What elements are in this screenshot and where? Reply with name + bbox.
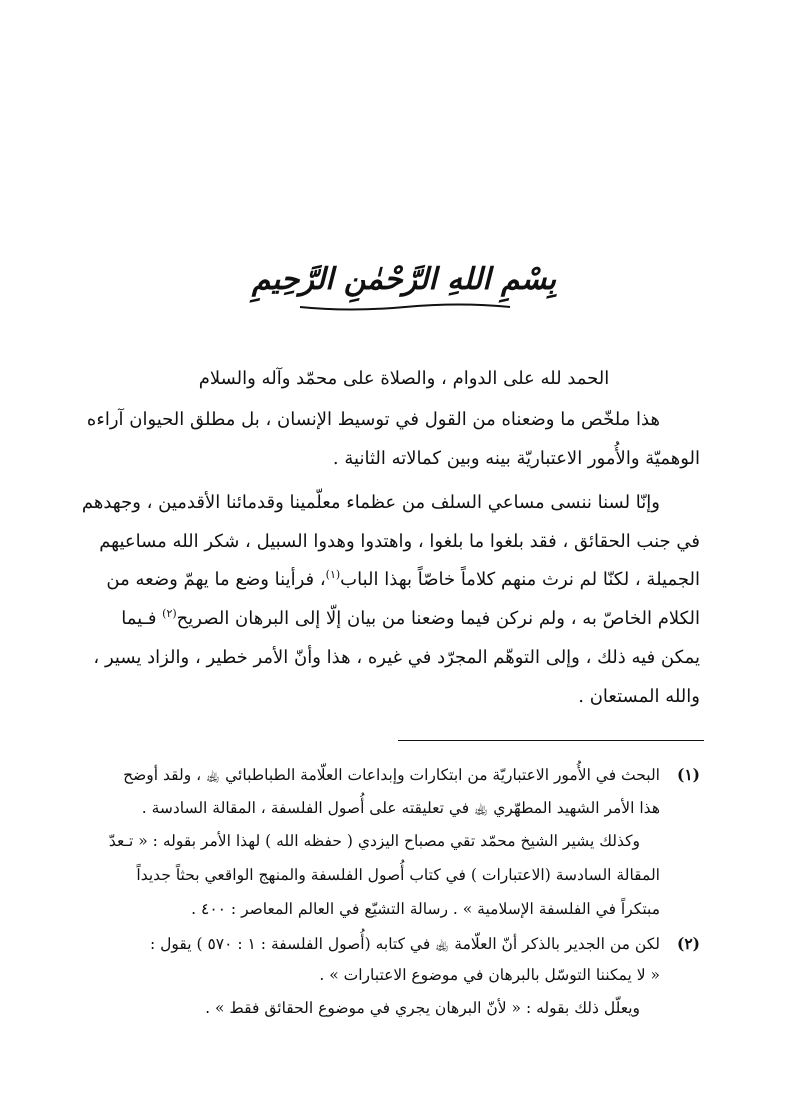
opening-line: الحمد لله على الدوام ، والصلاة على محمّد وآله والسلام	[198, 368, 610, 389]
footnote-2-line-2: « لا يمكننا التوسّل بالبرهان في موضوع الاعتبارات » .	[319, 966, 660, 984]
paragraph-2-line-3-text: الجميلة ، لكنّا لم نرث منهم كلاماً خاصّاً بهذا الباب	[340, 569, 700, 590]
paragraph-1-line-1: هذا ملخّص ما وضعناه من القول في توسيط الإنسان ، بل مطلق الحيوان آراءه	[86, 409, 660, 430]
paragraph-2-line-6: والله المستعان .	[578, 686, 700, 707]
paragraph-2-line-5: يمكن فيه ذلك ، وإلى التوهّم المجرّد في غيره ، هذا وأنّ الأمر خطير ، والزاد يسير ،	[93, 647, 700, 668]
footnote-separator	[398, 740, 704, 741]
footnote-number-2: (٢)	[676, 934, 700, 953]
footnote-2-line-3: ويعلّل ذلك بقوله : « لأنّ البرهان يجري في موضوع الحقائق فقط » .	[205, 999, 640, 1017]
basmala-swash-ornament	[290, 300, 520, 314]
basmala-calligraphy: بِسْمِ اللهِ الرَّحْمٰنِ الرَّحِيمِ	[251, 262, 557, 297]
paragraph-1-line-2: الوهميّة والأُمور الاعتباريّة بينه وبين كمالاته الثانية .	[332, 448, 700, 469]
paragraph-2-line-3	[106, 569, 700, 590]
footnote-ref-1[interactable]: (١)	[325, 568, 341, 581]
paragraph-2-line-4	[121, 608, 700, 629]
footnote-number-1: (١)	[676, 765, 700, 784]
paragraph-2-line-3-tail: ، فرأينا وضع ما يهمّ وضعه من	[106, 569, 326, 590]
paragraph-2-line-4-text: الكلام الخاصّ به ، ولم نركن فيما وضعنا من بيان إلّا إلى البرهان الصريح	[176, 608, 700, 629]
footnote-1-line-4: المقالة السادسة (الاعتبارات ) في كتاب أُصول الفلسفة والمنهج الواقعي بحثاً جديداً	[136, 866, 660, 884]
footnote-1-line-2: هذا الأمر الشهيد المطهّري ﵀ في تعليقته على أُصول الفلسفة ، المقالة السادسة .	[141, 799, 660, 817]
paragraph-2-line-1: وإنّا لسنا ننسى مساعي السلف من عظماء معلّمينا وقدمائنا الأقدمين ، وجهدهم	[81, 492, 660, 513]
paragraph-2-line-4-tail: فـيما	[121, 608, 157, 629]
footnote-1-line-1: البحث في الأُمور الاعتباريّة من ابتكارات وإبداعات العلّامة الطباطبائي ﵀ ، ولقد أوضح	[123, 766, 660, 784]
footnote-1-line-3: وكذلك يشير الشيخ محمّد تقي مصباح اليزدي ( حفظه الله ) لهذا الأمر بقوله : « تـعدّ	[108, 832, 640, 850]
footnote-1-line-5: مبتكراً في الفلسفة الإسلامية » . رسالة التشيّع في العالم المعاصر : ٤٠٠ .	[191, 900, 660, 918]
footnote-2-line-1: لكن من الجدير بالذكر أنّ العلّامة ﵀ في كتابه (أُصول الفلسفة : ١ : ٥٧٠ ) يقول :	[150, 935, 660, 953]
footnote-ref-2[interactable]: (٢)	[162, 607, 177, 620]
paragraph-2-line-2: في جنب الحقائق ، فقد بلغوا ما بلغوا ، واهتدوا وهدوا السبيل ، شكر الله مساعيهم	[99, 531, 700, 552]
